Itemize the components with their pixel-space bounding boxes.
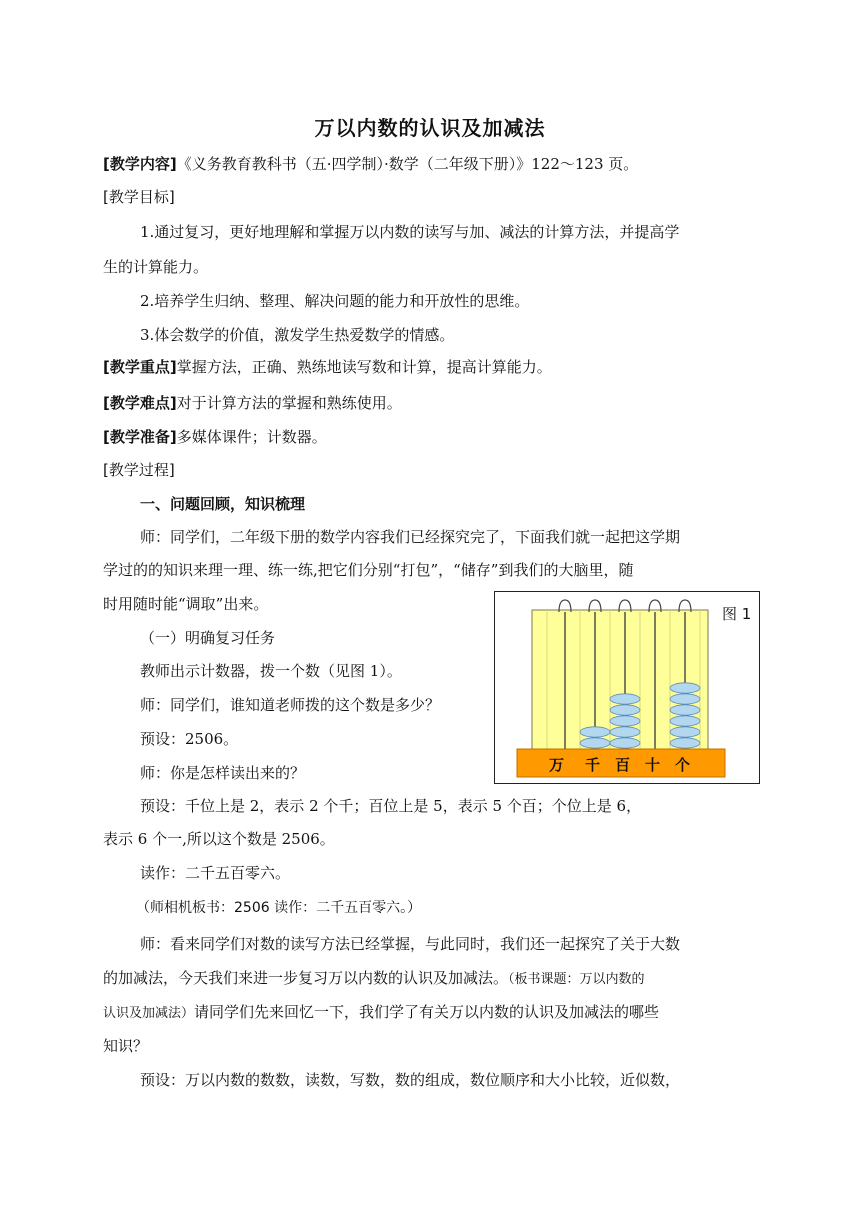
prep-text: 多媒体课件；计数器。 <box>176 428 327 446</box>
para-9-line-1: 师：看来同学们对数的读写方法已经掌握，与此同时，我们还一起探究了关于大数 <box>140 935 681 953</box>
para-1-line-1: 师：同学们，二年级下册的数学内容我们已经探究完了，下面我们就一起把这学期 <box>140 528 681 546</box>
para-4: 预设：2506。 <box>140 730 239 748</box>
blackboard-note: （师相机板书：2506 读作：二千五百零六。） <box>136 900 422 916</box>
abacus-bead <box>670 705 700 715</box>
page-title: 万以内数的认识及加减法 <box>314 116 546 140</box>
para-3: 师：同学们，谁知道老师拨的这个数是多少？ <box>140 696 441 714</box>
section-1-heading: 一、问题回顾，知识梳理 <box>140 495 306 513</box>
para-7: 读作：二千五百零六。 <box>140 864 291 882</box>
prep-label: [教学准备] <box>103 428 177 446</box>
place-label: 个 <box>675 756 691 774</box>
para-1-line-2: 学过的的知识来理一理、练一练,把它们分别“打包”，“储存”到我们的大脑里，随 <box>103 561 634 579</box>
difficulty-line <box>103 393 402 413</box>
difficulty-text: 对于计算方法的掌握和熟练使用。 <box>176 394 402 412</box>
goal-3: 3.体会数学的价值，激发学生热爱数学的情感。 <box>140 326 455 344</box>
abacus-bead <box>610 705 640 715</box>
para-6-line-2: 表示 6 个一,所以这个数是 2506。 <box>103 830 335 848</box>
difficulty-label: [教学难点] <box>103 394 177 412</box>
para-5: 师：你是怎样读出来的？ <box>140 764 306 782</box>
abacus-bead <box>670 694 700 704</box>
abacus-bead <box>580 727 610 737</box>
key-text: 掌握方法，正确、熟练地读写数和计算，提高计算能力。 <box>176 358 552 376</box>
abacus-bead <box>670 738 700 748</box>
abacus-bead <box>580 738 610 748</box>
abacus-bead <box>610 694 640 704</box>
para-1-line-3: 时用随时能“调取”出来。 <box>103 595 269 613</box>
key-label: [教学重点] <box>103 358 177 376</box>
figure-label: 图 1 <box>722 605 752 623</box>
content-line <box>103 154 638 174</box>
place-label: 百 <box>615 756 631 774</box>
abacus-bead <box>670 727 700 737</box>
blackboard-title-note: （板书课题：万以内数的 <box>508 972 645 987</box>
para-9-line-4: 知识？ <box>103 1037 149 1055</box>
goal-1-line-2: 生的计算能力。 <box>103 258 209 276</box>
subsection-1-heading: （一）明确复习任务 <box>140 629 276 647</box>
content-label: [教学内容] <box>103 155 177 173</box>
goals-label: [教学目标] <box>103 188 175 206</box>
para-9-line-3: 认识及加减法）请同学们先来回忆一下，我们学了有关万以内数的认识及加减法的哪些 <box>103 1003 660 1021</box>
abacus-figure <box>494 591 760 784</box>
abacus-bead <box>670 683 700 693</box>
place-label: 千 <box>585 756 601 774</box>
abacus-bead <box>610 727 640 737</box>
goal-1-line-1: 1.通过复习，更好地理解和掌握万以内数的读写与加、减法的计算方法，并提高学 <box>140 223 680 241</box>
para-2: 教师出示计数器，拨一个数（见图 1）。 <box>140 662 402 680</box>
content-text: 《义务教育教科书（五·四学制）·数学（二年级下册）》122～123 页。 <box>176 155 639 173</box>
para-9-line-2: 的加减法，今天我们来进一步复习万以内数的认识及加减法。（板书课题：万以内数的 <box>103 969 645 987</box>
goal-2: 2.培养学生归纳、整理、解决问题的能力和开放性的思维。 <box>140 292 530 310</box>
place-label: 万 <box>549 756 565 774</box>
key-line <box>103 357 552 377</box>
abacus-bead <box>610 738 640 748</box>
abacus-bead <box>670 716 700 726</box>
abacus-bead <box>610 716 640 726</box>
abacus-illustration <box>495 592 759 783</box>
prep-line <box>103 427 327 447</box>
para-6-line-1: 预设：千位上是 2，表示 2 个千；百位上是 5，表示 5 个百；个位上是 6， <box>140 797 642 815</box>
place-label: 十 <box>645 756 661 774</box>
process-label: [教学过程] <box>103 461 175 479</box>
para-10: 预设：万以内数的数数，读数，写数，数的组成，数位顺序和大小比较，近似数， <box>140 1071 681 1089</box>
